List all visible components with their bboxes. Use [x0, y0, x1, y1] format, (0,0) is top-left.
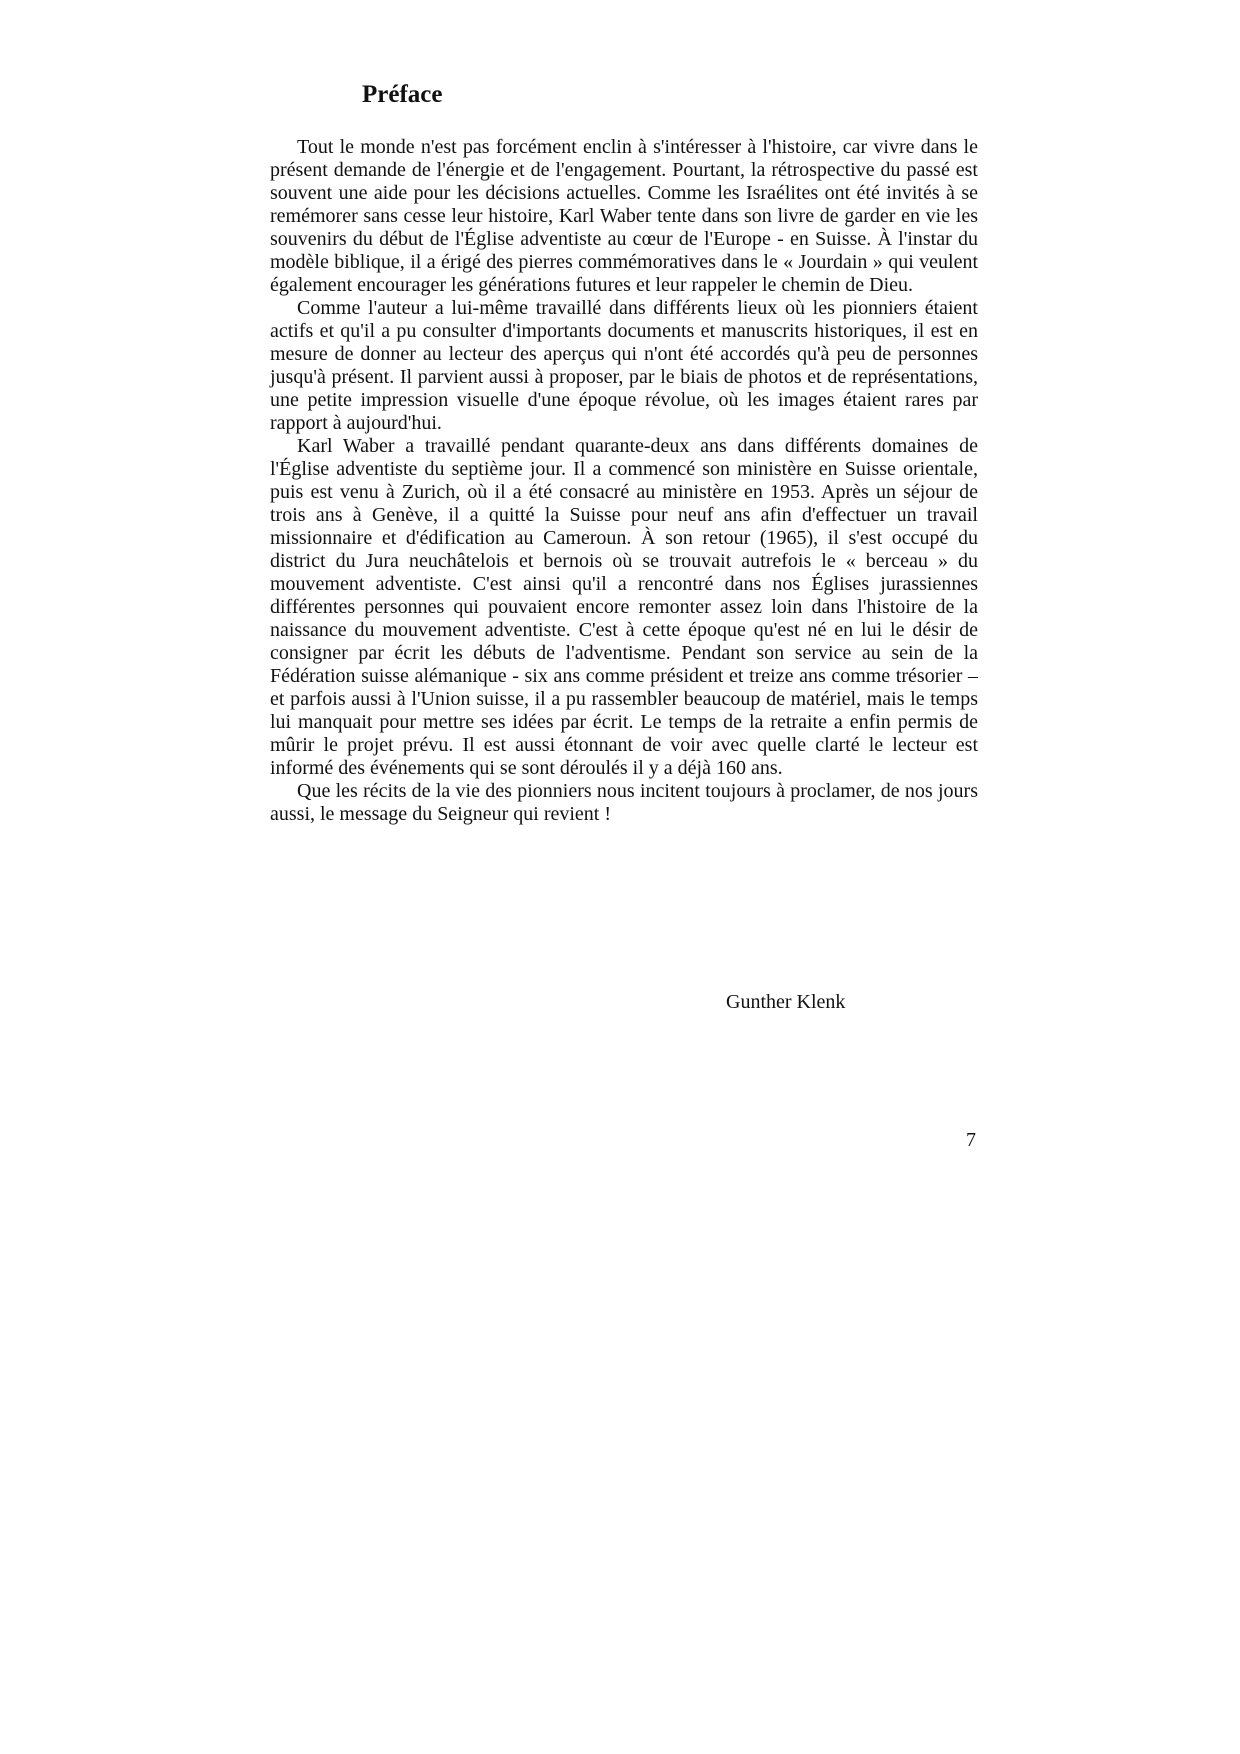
preface-body	[270, 136, 978, 826]
paragraph: Tout le monde n'est pas forcément enclin à s'intéresser à l'histoire, car vivre dans le présent demande de l'énergie et de l'engagement. Pourtant, la rétrospective du passé est souvent une aide pour les décisions actuelles. Comme les Israélites ont été invités à se remémorer sans cesse leur histoire, Karl Waber tente dans son livre de garder en vie les souvenirs du début de l'Église adventiste au cœur de l'Europe - en Suisse. À l'instar du modèle biblique, il a érigé des pierres commémoratives dans le « Jourdain » qui veulent également encourager les générations futures et leur rappeler le chemin de Dieu.	[270, 136, 978, 296]
paragraph: Comme l'auteur a lui-même travaillé dans différents lieux où les pionniers étaient actifs et qu'il a pu consulter d'importants documents et manuscrits historiques, il est en mesure de donner au lecteur des aperçus qui n'ont été accordés qu'à peu de personnes jusqu'à présent. Il parvient aussi à proposer, par le biais de photos et de représentations, une petite impression visuelle d'une époque révolue, où les images étaient rares par rapport à aujourd'hui.	[270, 297, 978, 434]
page-title: Préface	[362, 81, 443, 108]
page-number: 7	[966, 1129, 976, 1151]
paragraph: Karl Waber a travaillé pendant quarante-deux ans dans différents domaines de l'Église adventiste du septième jour. Il a commencé son ministère en Suisse orientale, puis est venu à Zurich, où il a été consacré au ministère en 1953. Après un séjour de trois ans à Genève, il a quitté la Suisse pour neuf ans afin d'effectuer un travail missionnaire et d'édification au Cameroun. À son retour (1965), il s'est occupé du district du Jura neuchâtelois et bernois où se trouvait autrefois le « berceau » du mouvement adventiste. C'est ainsi qu'il a rencontré dans nos Églises jurassiennes différentes personnes qui pouvaient encore remonter assez loin dans l'histoire de la naissance du mouvement adventiste. C'est à cette époque qu'est né en lui le désir de consigner par écrit les débuts de l'adventisme. Pendant son service au sein de la Fédération suisse alémanique - six ans comme président et treize ans comme trésorier – et parfois aussi à l'Union suisse, il a pu rassembler beaucoup de matériel, mais le temps lui manquait pour mettre ses idées par écrit. Le temps de la retraite a enfin permis de mûrir le projet prévu. Il est aussi étonnant de voir avec quelle clarté le lecteur est informé des événements qui se sont déroulés il y a déjà 160 ans.	[270, 435, 978, 779]
paragraph: Que les récits de la vie des pionniers nous incitent toujours à proclamer, de nos jours aussi, le message du Seigneur qui revient !	[270, 780, 978, 825]
author-signature: Gunther Klenk	[726, 991, 846, 1013]
